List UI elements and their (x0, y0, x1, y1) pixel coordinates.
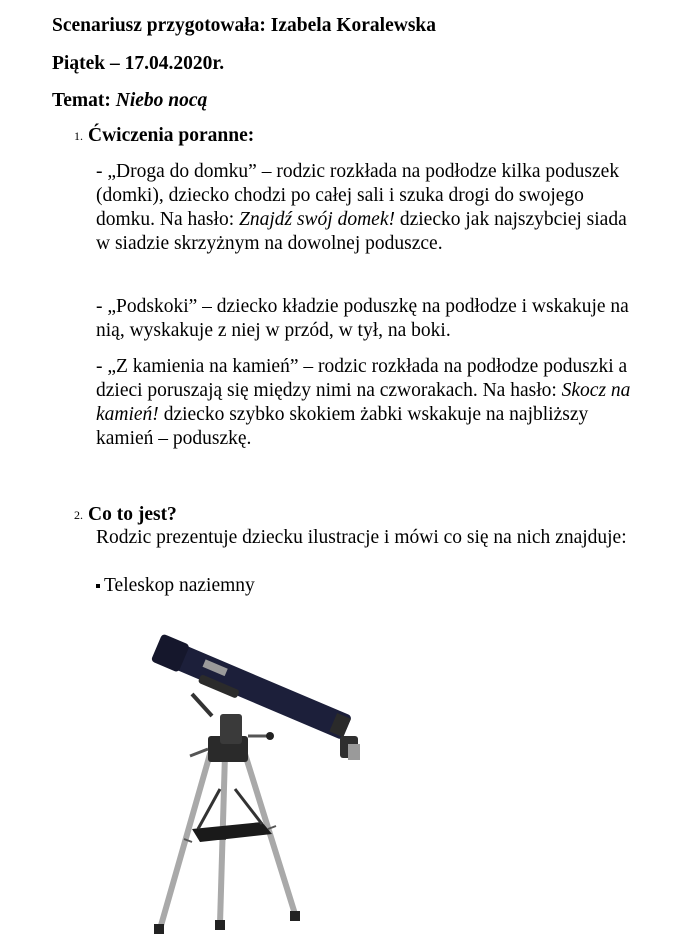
section-number: 2. (74, 508, 83, 522)
paragraph-droga-do-domku: - „Droga do domku” – rodzic rozkłada na podłodze kilka poduszek (domki), dziecko chodzi po całej sali i szuka drogi do swojego domku. Na hasło: Znajdź swój domek! dziecko jak najszybciej siada w siadzie skrzyżnym na dowolnej poduszce. (96, 161, 627, 254)
bullet-icon (96, 584, 100, 588)
section-title: Ćwiczenia poranne: (88, 125, 255, 146)
topic-label: Temat: (52, 90, 111, 111)
section-intro: Rodzic prezentuje dziecku ilustracje i mówi co się na nich znajduje: (96, 527, 627, 548)
author-line: Scenariusz przygotowała: Izabela Koralewska (52, 15, 437, 36)
list-item: Teleskop naziemny (96, 574, 255, 598)
topic-line (52, 89, 207, 113)
paragraph-podskoki: - „Podskoki” – dziecko kładzie poduszkę na podłodze i wskakuje na nią, wyskakuje z niej w przód, w tył, na boki. (96, 296, 629, 341)
section-title: Co to jest? (88, 504, 177, 525)
paragraph-z-kamienia: - „Z kamienia na kamień” – rodzic rozkłada na podłodze poduszki a dzieci poruszają się między nimi na czworakach. Na hasło: Skocz na kamień! dziecko szybko skokiem żabki wskakuje na najbliższy kamień – poduszkę. (96, 356, 631, 449)
section-number: 1. (74, 129, 83, 143)
date-line: Piątek – 17.04.2020r. (52, 53, 225, 74)
topic-value: Niebo nocą (115, 90, 208, 111)
telescope-illustration (150, 624, 365, 939)
